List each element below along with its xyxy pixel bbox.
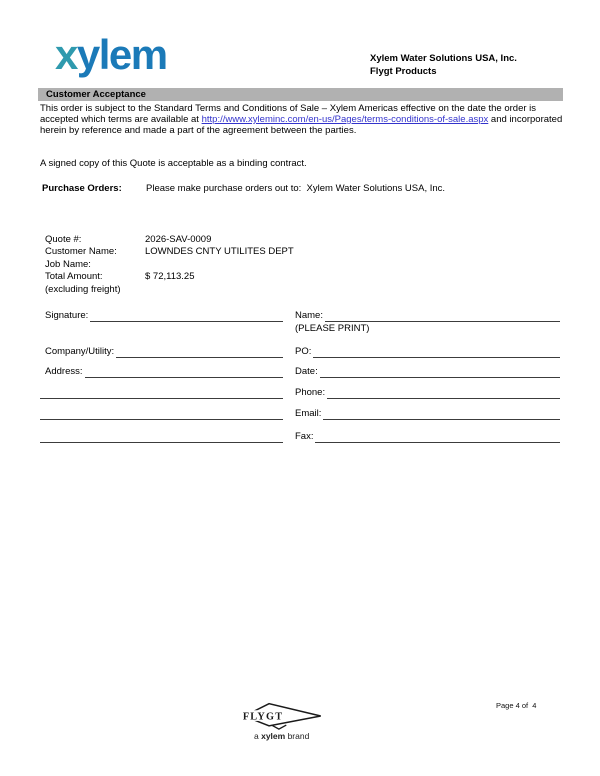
header-product-line: Flygt Products (370, 66, 437, 77)
form-field-date (295, 365, 560, 378)
flygt-logo-text: FLYGT (242, 711, 284, 723)
address-label: Address: (45, 366, 83, 377)
terms-text-after-link: and incorporated herein by reference and made a part of the agreement between the parties. (40, 114, 563, 136)
form-field-name (295, 309, 560, 322)
date-line (320, 364, 560, 378)
flygt-logo-icon (242, 700, 324, 732)
tagline-xylem: xylem (261, 731, 286, 741)
total-amount-label: Total Amount: (45, 271, 103, 283)
date-label: Date: (295, 366, 318, 377)
terms-link[interactable]: http://www.xyleminc.com/en-us/Pages/terms-conditions-of-sale.aspx (201, 114, 489, 125)
email-line (323, 406, 560, 420)
customer-name-value: LOWNDES CNTY UTILITES DEPT (145, 246, 294, 258)
quote-info-block (45, 234, 294, 296)
address-line-3 (40, 406, 283, 420)
phone-line (327, 385, 560, 399)
form-field-phone (295, 386, 560, 399)
xylem-logo (55, 31, 167, 78)
quote-number-row (45, 234, 294, 246)
form-field-fax (295, 430, 560, 443)
form-field-address (45, 365, 283, 378)
customer-name-row (45, 246, 294, 258)
form-field-email (295, 407, 560, 420)
quote-number-label: Quote #: (45, 234, 82, 245)
address-line-2 (40, 385, 283, 399)
email-label: Email: (295, 408, 322, 419)
job-name-row (45, 259, 294, 271)
purchase-orders-row (42, 183, 445, 194)
excluding-freight-row (45, 284, 294, 296)
xylem-brand-tagline (254, 731, 309, 741)
terms-paragraph (40, 103, 568, 136)
header-company-name: Xylem Water Solutions USA, Inc. (370, 53, 517, 64)
form-field-address-extra (38, 386, 283, 399)
form-field-company-utility (45, 345, 283, 358)
total-amount-row (45, 271, 294, 283)
total-amount-value: $ 72,113.25 (145, 271, 195, 283)
purchase-orders-text: Please make purchase orders out to: Xylem Water Solutions USA, Inc. (146, 183, 446, 194)
please-print-note: (PLEASE PRINT) (295, 323, 370, 334)
xylem-logo-rest: ylem (76, 31, 167, 78)
header-company-block (370, 52, 517, 78)
company-utility-label: Company/Utility: (45, 346, 115, 357)
signature-line (90, 308, 283, 322)
customer-name-label: Customer Name: (45, 246, 117, 258)
signature-label: Signature: (45, 310, 89, 321)
tagline-suffix: brand (285, 731, 310, 741)
name-label: Name: (295, 310, 323, 321)
form-field-address-extra2 (38, 407, 283, 420)
fax-line (315, 429, 560, 443)
terms-text-before-link: This order is subject to the Standard Terms and Conditions of Sale – Xylem Americas effective on the date the order is accepted which terms are available at (40, 103, 537, 125)
form-field-address-extra3 (38, 430, 283, 443)
job-name-label: Job Name: (45, 258, 91, 270)
tagline-prefix: a (254, 731, 262, 741)
form-field-po (295, 345, 560, 358)
excluding-freight-label: (excluding freight) (45, 283, 121, 295)
form-field-signature (45, 309, 283, 322)
company-utility-line (116, 344, 283, 358)
quote-number-value: 2026-SAV-0009 (145, 234, 212, 245)
binding-contract-note: A signed copy of this Quote is acceptable as a binding contract. (40, 158, 307, 169)
address-line-1 (85, 364, 284, 378)
phone-label: Phone: (295, 387, 326, 398)
purchase-orders-label: Purchase Orders: (42, 183, 122, 194)
po-line (313, 344, 560, 358)
page-number: Page 4 of 4 (496, 701, 537, 710)
section-header-customer-acceptance: Customer Acceptance (38, 88, 563, 101)
name-line (325, 308, 560, 322)
po-label: PO: (295, 346, 312, 357)
fax-label: Fax: (295, 431, 314, 442)
xylem-logo-x: x (55, 31, 77, 78)
address-line-4 (40, 429, 283, 443)
